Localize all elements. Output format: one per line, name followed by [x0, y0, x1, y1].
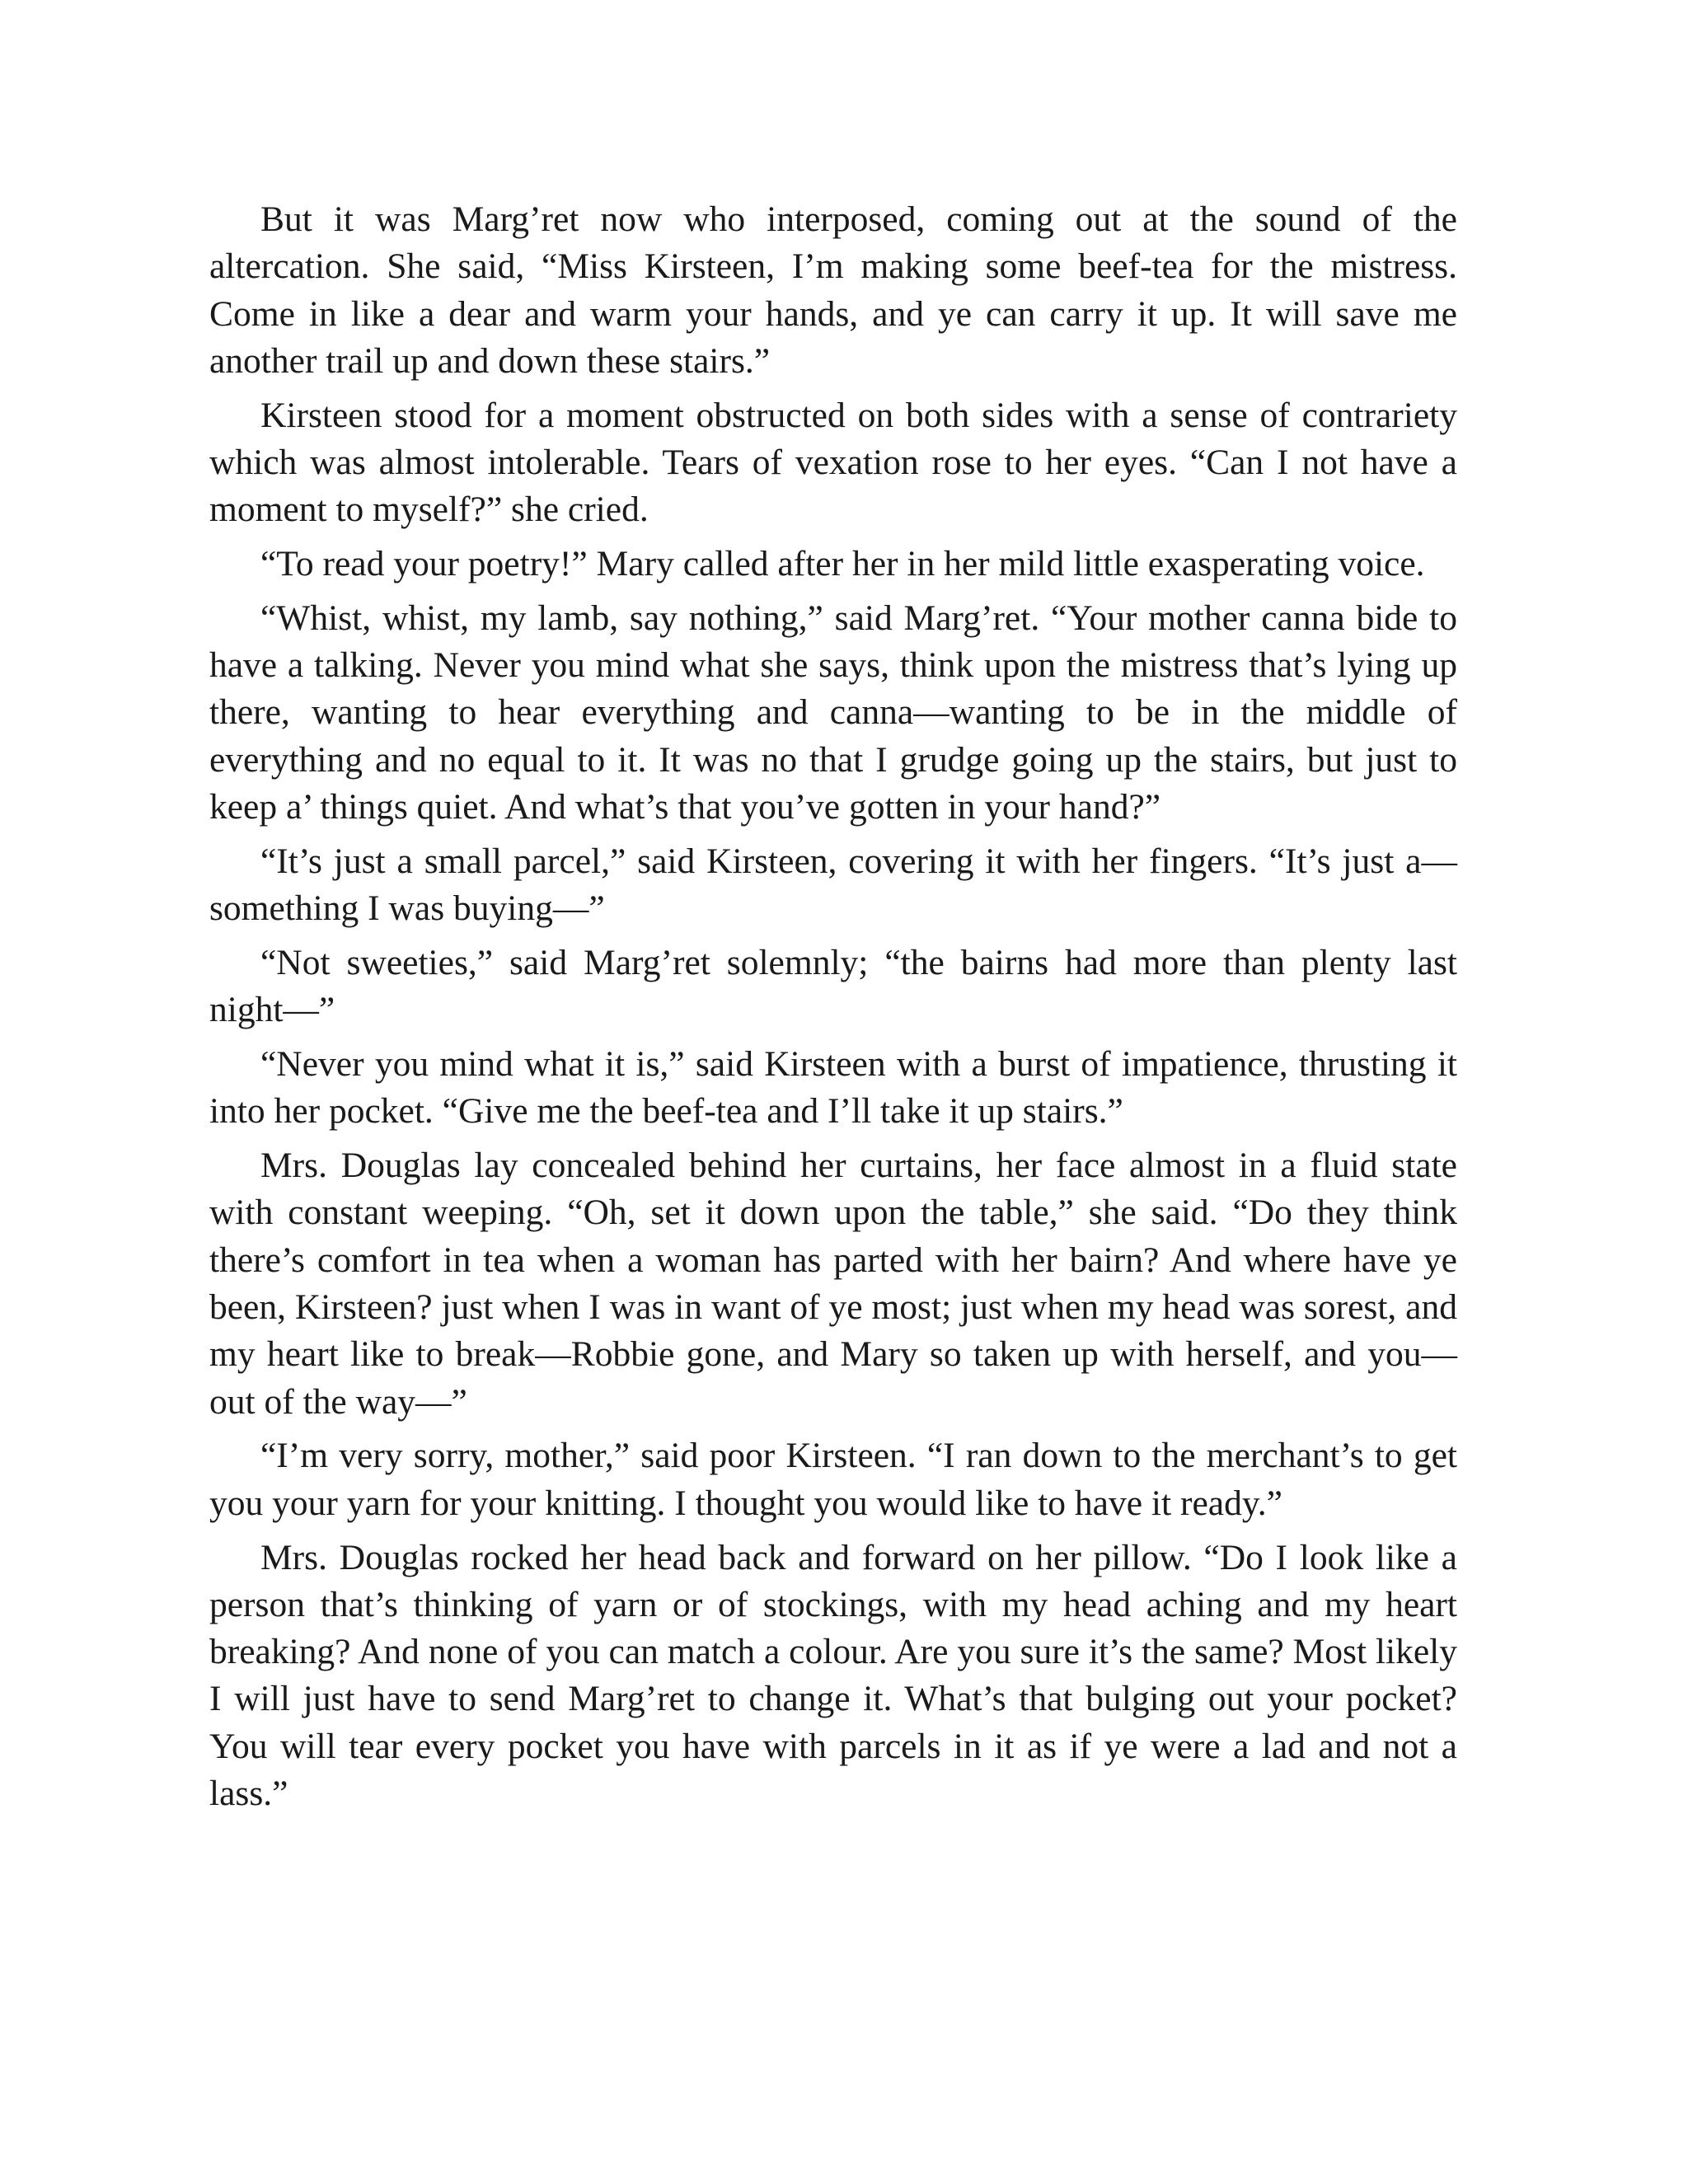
book-page-text	[209, 196, 1457, 1825]
paragraph-4: “Whist, whist, my lamb, say nothing,” said Marg’ret. “Your mother canna bide to have a talking. Never you mind what she says, think upon the mistress that’s lying up there, wanting to hear everything and canna—wanting to be in the middle of everything and no equal to it. It was no that I grudge going up the stairs, but just to keep a’ things quiet. And what’s that you’ve gotten in your hand?”	[209, 598, 1457, 827]
paragraph-5: “It’s just a small parcel,” said Kirsteen, covering it with her fingers. “It’s just a—something I was buying—”	[209, 841, 1457, 929]
paragraph-10: Mrs. Douglas rocked her head back and forward on her pillow. “Do I look like a person that’s thinking of yarn or of stockings, with my head aching and my heart breaking? And none of you can match a colour. Are you sure it’s the same? Most likely I will just have to send Marg’ret to change it. What’s that bulging out your pocket? You will tear every pocket you have with parcels in it as if ye were a lad and not a lass.”	[209, 1537, 1457, 1813]
paragraph-1: But it was Marg’ret now who interposed, coming out at the sound of the altercation. She said, “Miss Kirsteen, I’m making some beef-tea for the mistress. Come in like a dear and warm your hands, and ye can carry it up. It will save me another trail up and down these stairs.”	[209, 199, 1457, 381]
paragraph-3: “To read your poetry!” Mary called after her in her mild little exasperating voice.	[260, 544, 1425, 584]
paragraph-2: Kirsteen stood for a moment obstructed on both sides with a sense of contrariety which was almost intolerable. Tears of vexation rose to her eyes. “Can I not have a moment to myself?” she cried.	[209, 395, 1457, 530]
paragraph-7: “Never you mind what it is,” said Kirsteen with a burst of impatience, thrusting it into her pocket. “Give me the beef-tea and I’ll take it up stairs.”	[209, 1044, 1457, 1132]
paragraph-8: Mrs. Douglas lay concealed behind her curtains, her face almost in a fluid state with constant weeping. “Oh, set it down upon the table,” she said. “Do they think there’s comfort in tea when a woman has parted with her bairn? And where have ye been, Kirsteen? just when I was in want of ye most; just when my head was sorest, and my heart like to break—Robbie gone, and Mary so taken up with herself, and you—out of the way—”	[209, 1146, 1457, 1422]
paragraph-9: “I’m very sorry, mother,” said poor Kirsteen. “I ran down to the merchant’s to get you your yarn for your knitting. I thought you would like to have it ready.”	[209, 1436, 1457, 1523]
paragraph-6: “Not sweeties,” said Marg’ret solemnly; “the bairns had more than plenty last night—”	[209, 942, 1457, 1030]
